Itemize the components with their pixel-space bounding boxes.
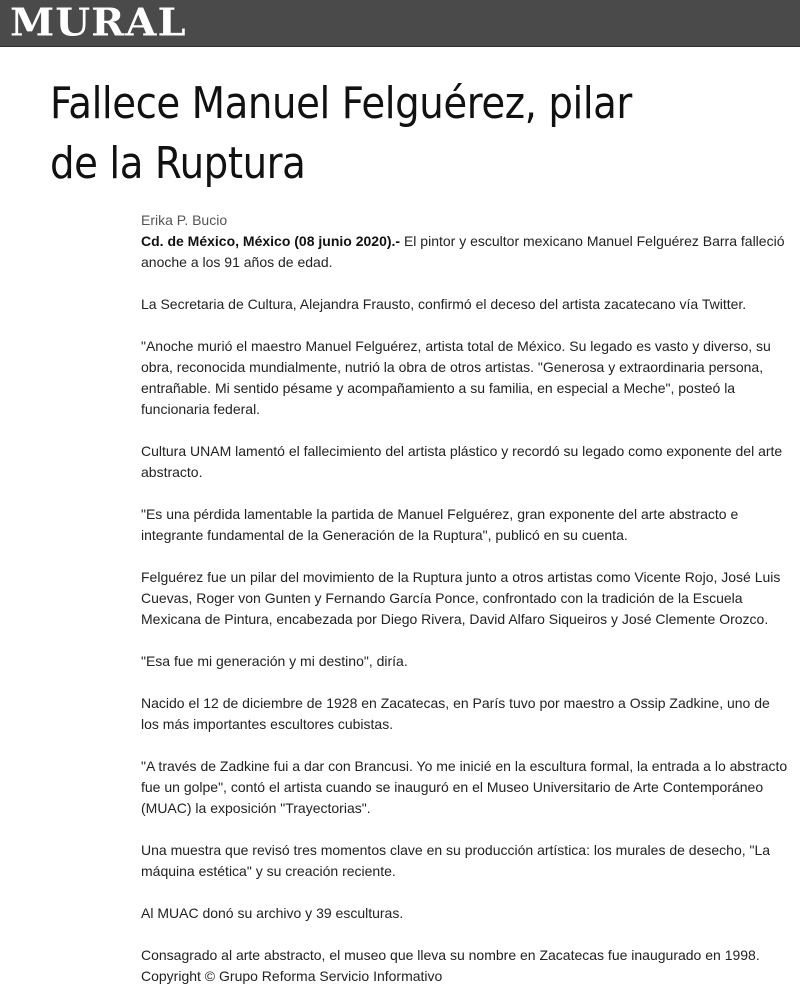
lead-paragraph xyxy=(141,231,791,273)
paragraph: Felguérez fue un pilar del movimiento de la Ruptura junto a otros artistas como Vicente Rojo, José Luis Cuevas, Roger von Gunten y Fernando García Ponce, confrontado con la tradición de la Escuela Mexicana de Pintura, encabezada por Diego Rivera, David Alfaro Siqueiros y José Clemente Orozco. xyxy=(141,569,781,627)
lead-text: El pintor y escultor mexicano Manuel Felguérez Barra falleció anoche a los 91 años de edad. xyxy=(141,233,785,270)
article-headline: Fallece Manuel Felguérez, pilar de la Ruptura xyxy=(50,78,632,189)
author-byline: Erika P. Bucio xyxy=(141,212,228,228)
paragraph: Cultura UNAM lamentó el fallecimiento del artista plástico y recordó su legado como exponente del arte abstracto. xyxy=(141,443,783,480)
paragraph: "A través de Zadkine fui a dar con Brancusi. Yo me inicié en la escultura formal, la entrada a lo abstracto fue un golpe", contó el artista cuando se inauguró en el Museo Universitario de Arte Contemporáneo (MUAC) la exposición "Trayectorias". xyxy=(141,758,788,816)
paragraph: "Esa fue mi generación y mi destino", diría. xyxy=(141,653,408,669)
paragraph: Al MUAC donó su archivo y 39 esculturas. xyxy=(141,905,404,921)
paragraph: Una muestra que revisó tres momentos clave en su producción artística: los murales de desecho, "La máquina estética" y su creación reciente. xyxy=(141,842,771,879)
copyright-notice: Copyright © Grupo Reforma Servicio Informativo xyxy=(141,968,443,984)
paragraph: Consagrado al arte abstracto, el museo que lleva su nombre en Zacatecas fue inaugurado en 1998. xyxy=(141,947,760,963)
paragraph: La Secretaria de Cultura, Alejandra Frausto, confirmó el deceso del artista zacatecano vía Twitter. xyxy=(141,296,747,312)
site-header xyxy=(0,0,800,47)
mural-logo[interactable]: MURAL xyxy=(10,0,187,45)
paragraph: "Es una pérdida lamentable la partida de Manuel Felguérez, gran exponente del arte abstracto e integrante fundamental de la Generación de la Ruptura", publicó en su cuenta. xyxy=(141,506,739,543)
paragraph: Nacido el 12 de diciembre de 1928 en Zacatecas, en París tuvo por maestro a Ossip Zadkine, uno de los más importantes escultores cubistas. xyxy=(141,695,770,732)
article-body xyxy=(141,210,791,987)
dateline: Cd. de México, México (08 junio 2020).- xyxy=(141,233,401,249)
paragraph: "Anoche murió el maestro Manuel Felguérez, artista total de México. Su legado es vasto y diverso, su obra, reconocida mundialmente, nutrió la obra de otros artistas. "Generosa y extraordinaria persona, entrañable. Mi sentido pésame y acompañamiento a su familia, en especial a Meche", posteó la funcionaria federal. xyxy=(141,338,771,417)
